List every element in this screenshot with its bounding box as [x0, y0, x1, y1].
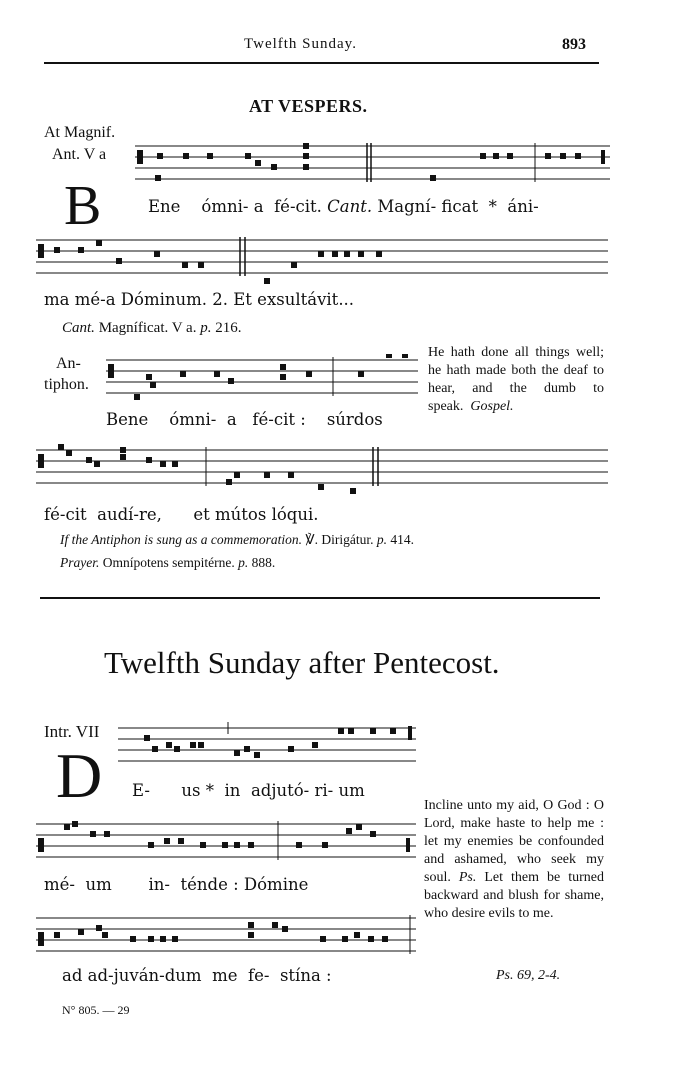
prayer-text: Omnípotens sempitérne.: [102, 555, 235, 570]
antiphon-mode-label: Ant. V a: [52, 146, 107, 163]
cant-line: [62, 320, 241, 337]
syllable: in: [224, 781, 241, 800]
syllable: Magní-: [377, 197, 437, 216]
translation-source: Gospel.: [470, 399, 514, 414]
vespers-translation: [428, 344, 604, 416]
chant-staff-2: [36, 234, 608, 284]
syllable: mútos: [215, 505, 267, 524]
magnificat-label: At Magnif.: [44, 124, 116, 141]
syllable: et: [193, 505, 210, 524]
lyrics-line-3: [106, 410, 383, 429]
syllable: ad: [62, 966, 83, 985]
syllable: adjutó-: [250, 781, 310, 800]
introit-translation: [424, 797, 604, 923]
commemoration-note: [60, 532, 414, 548]
prayer-note: [60, 555, 275, 571]
syllable: a: [253, 197, 264, 216]
chant-staff-4: [36, 444, 608, 494]
mass-lyrics-line-3: [62, 966, 332, 985]
syllable: ténde :: [180, 875, 239, 894]
cant-page: 216.: [215, 320, 242, 336]
mass-title: Twelfth Sunday after Pentecost.: [104, 645, 500, 680]
syllable: stína :: [279, 966, 332, 985]
mass-lyrics-line-2: [44, 875, 308, 894]
syllable: ri-: [314, 781, 334, 800]
section-heading-vespers: AT VESPERS.: [249, 96, 368, 116]
syllable: fé-cit.: [274, 197, 322, 216]
chant-staff-3: [106, 354, 418, 404]
psalm-label: Ps.: [458, 870, 477, 885]
section-divider: [40, 597, 600, 599]
syllable: fé-cit: [44, 505, 87, 524]
syllable: ómni-: [201, 197, 249, 216]
chant-staff-5: [118, 722, 416, 772]
translation-text: He hath done all things well; he hath made both the deaf to hear, and the dumb to speak.: [428, 345, 604, 414]
psalm-text: Let them be turned backward and blush for shame, who desire evils to me.: [424, 870, 605, 921]
chant-staff-6: [36, 818, 416, 868]
syllable: audí-re,: [97, 505, 162, 524]
syllable: um: [85, 875, 112, 894]
prayer-p: p.: [238, 555, 249, 570]
syllable: us: [181, 781, 201, 800]
syllable: um: [338, 781, 365, 800]
introit-label: Intr. VII: [44, 722, 100, 741]
syllable-italic: Cant.: [327, 197, 373, 216]
syllable: ficat: [441, 197, 479, 216]
cant-p: p.: [200, 320, 212, 336]
mass-lyrics-line-1: [132, 781, 365, 800]
cant-text: Magníficat. V a.: [98, 320, 197, 336]
syllable: áni-: [507, 197, 539, 216]
syllable: ómni-: [169, 410, 217, 429]
running-title: Twelfth Sunday.: [244, 36, 357, 52]
prayer-label: Prayer.: [60, 555, 100, 570]
chant-staff-7: [36, 912, 416, 962]
antiphon-label-1: An-: [56, 355, 81, 372]
commemoration-p: p.: [376, 532, 387, 547]
drop-cap-B: B: [64, 175, 102, 237]
syllable: fé-cit :: [252, 410, 306, 429]
header-rule: [44, 62, 599, 64]
syllable: ad-juván-dum: [87, 966, 202, 985]
drop-cap-D: D: [56, 740, 103, 811]
syllable: E-: [132, 781, 150, 800]
syllable: Bene: [106, 410, 149, 429]
syllable: súrdos: [326, 410, 383, 429]
lyrics-line-4: [44, 505, 319, 524]
footer-signature: N° 805. — 29: [62, 1003, 130, 1017]
syllable: mé-: [44, 875, 75, 894]
commemoration-page: 414.: [390, 532, 414, 547]
syllable: Dómine: [243, 875, 309, 894]
antiphon-label-2: tiphon.: [44, 376, 89, 393]
prayer-page: 888.: [251, 555, 276, 570]
syllable: *: [205, 781, 215, 800]
syllable: Ene: [148, 197, 181, 216]
cant-label: Cant.: [62, 320, 95, 336]
commemoration-versicle: ℣. Dirigátur.: [305, 532, 374, 547]
lyrics-line-1: [148, 197, 539, 216]
lyrics-line-2: ma mé-a Dóminum. 2. Et exsultávit...: [44, 290, 355, 309]
syllable: in-: [148, 875, 170, 894]
commemoration-italic: If the Antiphon is sung as a commemoration.: [60, 532, 302, 547]
translation-text: Incline unto my aid, O God : O Lord, make haste to help me : let my enemies be confounded and ashamed, who seek my soul.: [424, 798, 604, 885]
syllable: lóqui.: [271, 505, 319, 524]
syllable: fe-: [248, 966, 270, 985]
psalm-reference: Ps. 69, 2-4.: [496, 968, 561, 983]
syllable: *: [488, 197, 497, 216]
syllable: me: [212, 966, 238, 985]
chant-staff-1: [135, 140, 610, 190]
syllable: a: [226, 410, 237, 429]
page-number: 893: [562, 36, 586, 53]
